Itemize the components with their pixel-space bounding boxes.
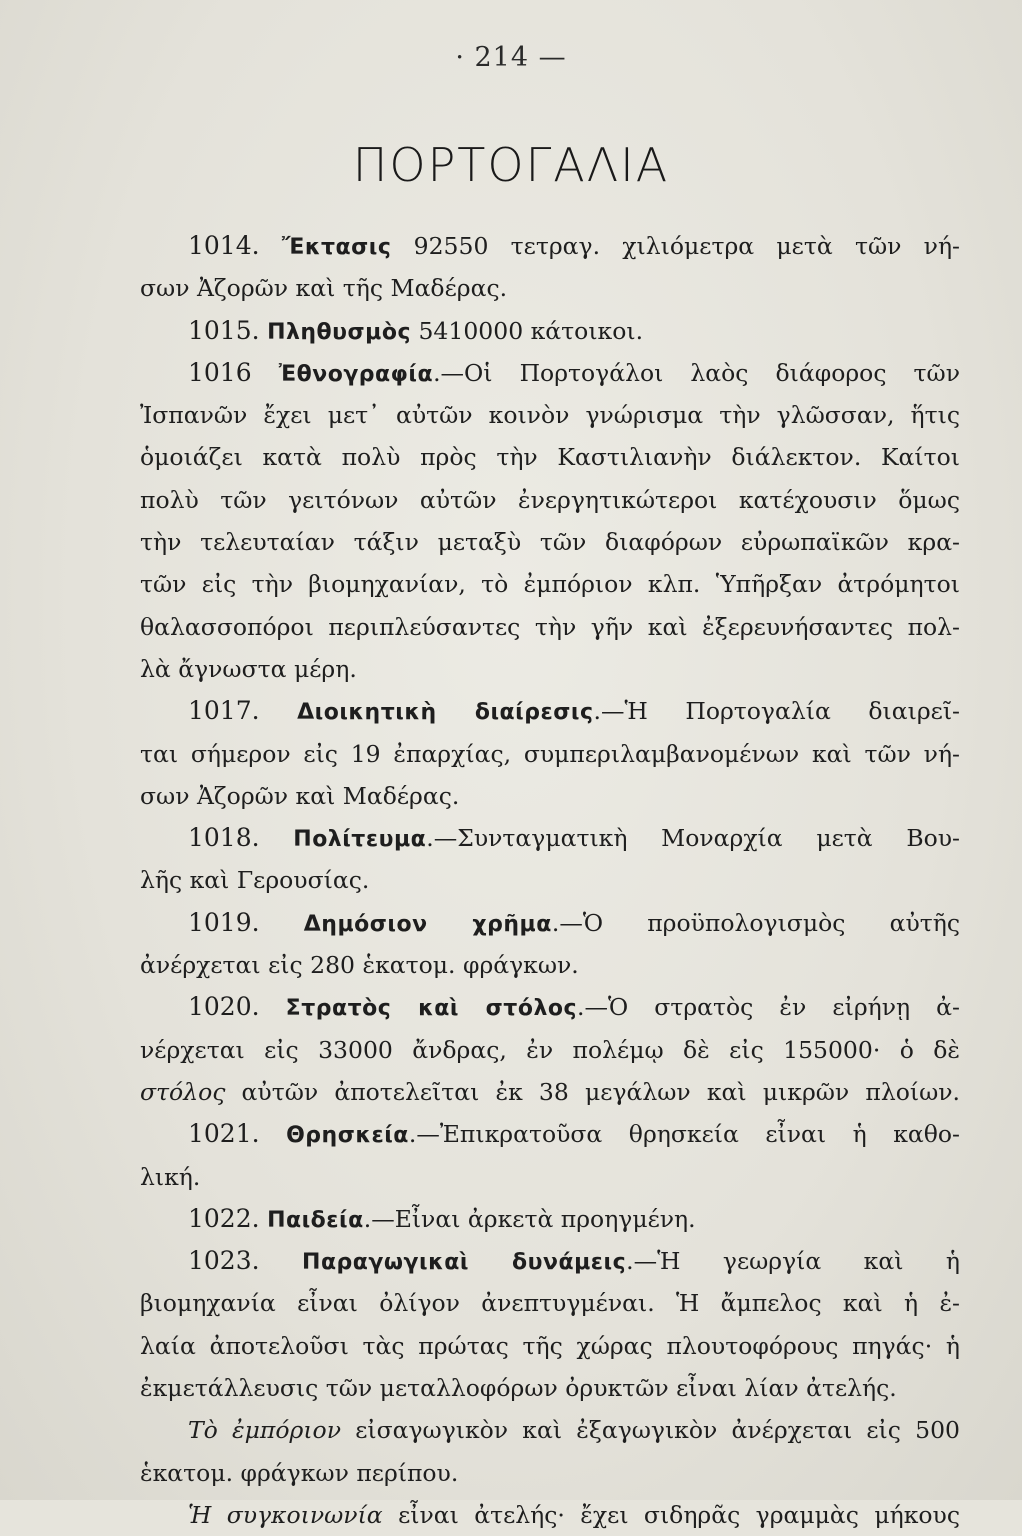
text-line	[140, 479, 960, 521]
text-line	[140, 1325, 960, 1367]
line-text: σων Ἀζορῶν καὶ τῆς Μαδέρας.	[140, 274, 508, 303]
line-text: .—Εἶναι ἀρκετὰ προηγμένη.	[363, 1204, 696, 1233]
entry-number: 1020.	[188, 992, 260, 1022]
text-line	[140, 352, 960, 394]
text-line	[140, 394, 960, 436]
text-line	[140, 648, 960, 690]
line-text: βιομηχανία εἶναι ὀλίγον ἀνεπτυγμέναι. Ἡ ἄμπελος καὶ ἡ ἐ-	[140, 1289, 960, 1318]
text-line	[140, 225, 960, 267]
line-text: ἀνέρχεται εἰς 280 ἑκατομ. φράγκων.	[140, 951, 579, 980]
line-text: .—Ὁ στρατὸς ἐν εἰρήνῃ ἀ-	[577, 993, 960, 1022]
text-line	[140, 1029, 960, 1071]
line-text: .—Ἡ γεωργία καὶ ἡ	[626, 1247, 960, 1276]
text-line	[140, 902, 960, 944]
text-line	[140, 436, 960, 478]
line-text: .—Ἐπικρατοῦσα θρησκεία εἶναι ἡ καθο-	[408, 1120, 960, 1149]
line-text: πολὺ τῶν γειτόνων αὐτῶν ἐνεργητικώτεροι κατέχουσιν ὅμως	[140, 485, 960, 514]
line-text: ἑκατομ. φράγκων περίπου.	[140, 1458, 459, 1487]
line-text: .—Οἱ Πορτογάλοι λαὸς διάφορος τῶν	[433, 358, 960, 387]
line-text: τῶν εἰς τὴν βιομηχανίαν, τὸ ἐμπόριον κλπ. Ὑπῆρξαν ἀτρόμητοι	[140, 570, 960, 599]
text-line	[140, 267, 960, 309]
text-line	[140, 859, 960, 901]
line-text: λική.	[140, 1162, 201, 1191]
text-line	[140, 944, 960, 986]
entry-number: 1021.	[188, 1119, 260, 1149]
entry-number: 1014.	[188, 231, 260, 260]
entry-number: 1019.	[188, 907, 260, 937]
text-line	[140, 310, 960, 352]
text-line	[140, 563, 960, 605]
line-text: αὐτῶν ἀποτελεῖται ἐκ 38 μεγάλων καὶ μικρῶν πλοίων.	[225, 1077, 960, 1106]
line-text: .—Ὁ προϋπολογισμὸς αὐτῆς	[551, 908, 960, 937]
line-text: σων Ἀζορῶν καὶ Μαδέρας.	[140, 781, 460, 810]
italic-phrase: στόλος	[140, 1077, 226, 1106]
text-line	[140, 817, 960, 859]
entry-heading: Ἔκτασις	[281, 235, 392, 260]
line-text: λὰ ἄγνωστα μέρη.	[140, 654, 357, 683]
text-line	[140, 521, 960, 563]
line-text: ὁμοιάζει κατὰ πολὺ πρὸς τὴν Καστιλιανὴν διάλεκτον. Καίτοι	[140, 443, 960, 472]
entry-heading: Ἐθνογραφία	[278, 361, 434, 387]
entry-heading: Πολίτευμα	[293, 827, 427, 853]
text-line	[140, 775, 960, 817]
entry-heading: Στρατὸς καὶ στόλος	[285, 996, 578, 1022]
line-text: θαλασσοπόροι περιπλεύσαντες τὴν γῆν καὶ ἐξερευνήσαντες πολ-	[140, 612, 960, 641]
text-line	[140, 1071, 960, 1113]
entry-heading: Θρησκεία	[286, 1123, 409, 1149]
text-line	[140, 1367, 960, 1409]
line-text: 92550 τετραγ. χιλιόμετρα μετὰ τῶν νή-	[391, 232, 960, 260]
text-line	[140, 1282, 960, 1324]
entry-heading: Παιδεία	[267, 1207, 364, 1233]
entry-heading: Διοικητικὴ διαίρεσις	[297, 700, 594, 726]
italic-phrase: Ἡ συγκοινωνία	[188, 1500, 383, 1529]
entry-heading: Πληθυσμὸς	[267, 319, 412, 345]
entry-number: 1016	[188, 357, 252, 387]
body-text	[140, 225, 960, 1536]
entry-number: 1022.	[188, 1203, 260, 1233]
line-text: εἰσαγωγικὸν καὶ ἐξαγωγικὸν ἀνέρχεται εἰς 500	[340, 1416, 960, 1445]
line-text: ται σήμερον εἰς 19 ἐπαρχίας, συμπεριλαμβανομένων καὶ τῶν νή-	[140, 739, 960, 768]
line-text: τὴν τελευταίαν τάξιν μεταξὺ τῶν διαφόρων εὐρωπαϊκῶν κρα-	[140, 528, 960, 557]
line-text: 5410000 κάτοικοι.	[411, 316, 644, 345]
chapter-title: ΠΟΡΤΟΓΑΛΙΑ	[352, 138, 670, 192]
text-line	[140, 1494, 960, 1536]
text-line	[140, 1452, 960, 1494]
line-text: ἐκμετάλλευσις τῶν μεταλλοφόρων ὀρυκτῶν εἶναι λίαν ἀτελής.	[140, 1374, 897, 1403]
line-text: .—Συνταγματικὴ Μοναρχία μετὰ Βου-	[426, 824, 960, 853]
entry-number: 1015.	[188, 315, 260, 345]
page-number: · 214 —	[455, 42, 567, 73]
entry-heading: Δημόσιον χρῆμα	[303, 911, 552, 937]
line-text: Ἰσπανῶν ἔχει μετ᾽ αὐτῶν κοινὸν γνώρισμα τὴν γλῶσσαν, ἥτις	[140, 401, 960, 430]
text-line	[140, 606, 960, 648]
text-line	[140, 1240, 960, 1282]
entry-number: 1017.	[188, 696, 260, 726]
text-line	[140, 690, 960, 732]
entry-number: 1023.	[188, 1246, 260, 1276]
line-text: λῆς καὶ Γερουσίας.	[140, 866, 370, 895]
text-line	[140, 1113, 960, 1155]
italic-phrase: Τὸ ἐμπόριον	[188, 1416, 341, 1445]
entry-heading: Παραγωγικαὶ δυνάμεις	[302, 1250, 627, 1276]
line-text: εἶναι ἀτελής· ἔχει σιδηρᾶς γραμμὰς μήκους	[382, 1500, 960, 1529]
line-text: .—Ἡ Πορτογαλία διαιρεῖ-	[593, 697, 960, 726]
text-line	[140, 1156, 960, 1198]
text-line	[140, 733, 960, 775]
entry-number: 1018.	[188, 823, 260, 853]
line-text: λαία ἀποτελοῦσι τὰς πρώτας τῆς χώρας πλουτοφόρους πηγάς· ἡ	[140, 1331, 960, 1360]
text-line	[140, 986, 960, 1028]
text-line	[140, 1409, 960, 1451]
text-line	[140, 1198, 960, 1240]
line-text: νέρχεται εἰς 33000 ἄνδρας, ἐν πολέμῳ δὲ εἰς 155000· ὁ δὲ	[140, 1035, 960, 1064]
